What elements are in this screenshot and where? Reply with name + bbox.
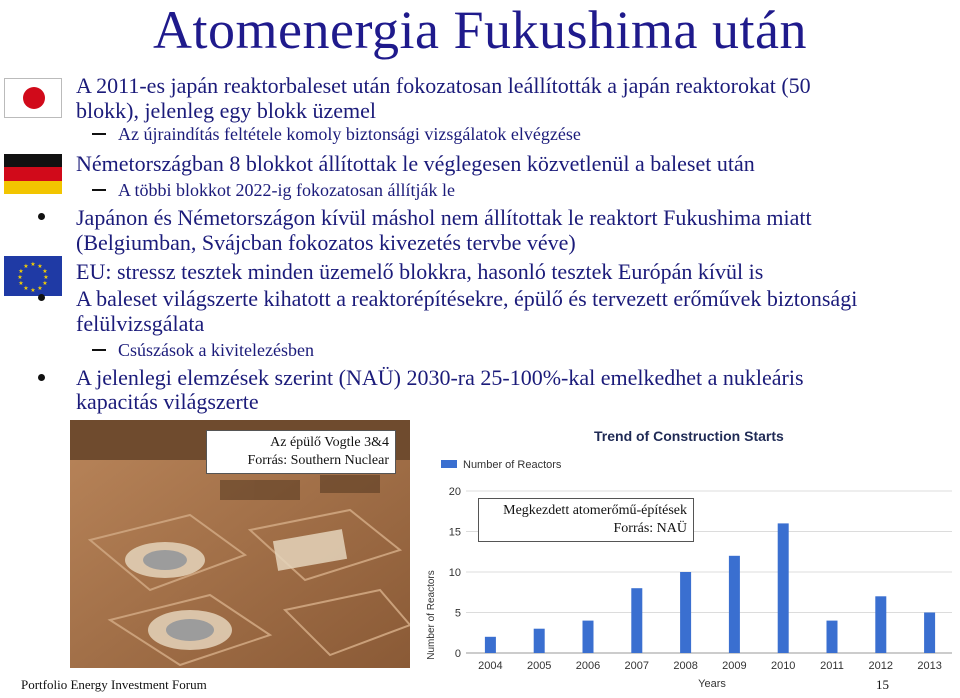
svg-text:★: ★ (23, 263, 29, 270)
x-tick-label: 2004 (478, 660, 503, 672)
svg-text:★: ★ (37, 263, 43, 270)
svg-text:★: ★ (18, 268, 24, 275)
body-line: blokk), jelenleg egy blokk üzemel (76, 98, 376, 123)
svg-text:★: ★ (30, 261, 36, 268)
body-line: A 2011-es japán reaktorbaleset után fokozatosan leállították a japán reaktorokat (50 (76, 73, 811, 98)
photo-caption (206, 430, 396, 474)
construction-site-photo (70, 420, 410, 668)
svg-text:★: ★ (43, 274, 49, 281)
bar-2009 (729, 556, 740, 653)
chart-caption-source: Forrás: NAÜ (613, 521, 687, 536)
svg-text:★: ★ (42, 280, 48, 287)
legend-label: Number of Reactors (463, 459, 562, 471)
bullet-dot (38, 374, 45, 381)
x-tick-label: 2012 (868, 660, 894, 672)
x-axis-label: Years (698, 678, 726, 690)
y-tick-label: 5 (454, 607, 461, 620)
x-tick-label: 2007 (624, 660, 650, 672)
x-tick-label: 2008 (673, 660, 698, 672)
japan-flag-icon (4, 78, 62, 118)
svg-text:★: ★ (42, 268, 48, 275)
bullet-dot (38, 213, 45, 220)
germany-flag-icon (4, 154, 62, 194)
body-line: (Belgiumban, Svájcban fokozatos kivezetés tervbe véve) (76, 230, 576, 255)
sub-line: Csúszások a kivitelezésben (118, 340, 314, 360)
body-line: Németországban 8 blokkot állítottak le véglegesen közvetlenül a baleset után (76, 151, 755, 176)
chart-title: Trend of Construction Starts (594, 428, 784, 444)
x-tick-label: 2005 (526, 660, 552, 672)
footer-text: Portfolio Energy Investment Forum (21, 677, 207, 692)
svg-text:★: ★ (17, 274, 23, 281)
svg-text:★: ★ (37, 285, 43, 292)
body-line: A jelenlegi elemzések szerint (NAÜ) 2030-ra 25-100%-kal emelkedhet a nukleáris (76, 365, 804, 390)
y-tick-label: 15 (448, 526, 461, 539)
sub-bullet-dash (92, 189, 106, 191)
chart-caption (478, 498, 694, 542)
bar-2010 (778, 523, 789, 653)
y-axis-label: Number of Reactors (426, 570, 437, 660)
x-tick-label: 2006 (575, 660, 601, 672)
construction-starts-chart (416, 420, 960, 693)
svg-text:★: ★ (23, 285, 29, 292)
y-tick-label: 10 (448, 567, 461, 579)
sub-bullet-dash (92, 133, 106, 135)
bar-2005 (534, 629, 545, 653)
chart-svg (416, 420, 960, 693)
bullet-dot (38, 294, 45, 301)
bar-2006 (583, 621, 594, 653)
x-tick-label: 2009 (722, 660, 747, 672)
body-line: A baleset világszerte kihatott a reaktorépítésekre, épülő és tervezett erőművek biztonsági (76, 286, 858, 311)
photo-caption-title: Az épülő Vogtle 3&4 (270, 435, 389, 450)
bar-2008 (680, 572, 691, 653)
photo-caption-source: Forrás: Southern Nuclear (247, 453, 389, 468)
bar-2012 (875, 596, 886, 653)
svg-text:★: ★ (30, 287, 36, 294)
sub-line: Az újraindítás feltétele komoly biztonsági vizsgálatok elvégzése (118, 124, 581, 144)
bar-2013 (924, 613, 935, 654)
body-line: Japánon és Németországon kívül máshol nem állítottak le reaktort Fukushima miatt (76, 205, 812, 230)
y-tick-label: 0 (454, 648, 461, 660)
x-tick-label: 2011 (820, 660, 844, 672)
slide-title: Atomenergia Fukushima után (153, 0, 807, 60)
y-tick-label: 20 (448, 486, 461, 498)
body-line: felülvizsgálata (76, 311, 205, 336)
eu-flag-icon (4, 256, 62, 296)
bar-2007 (631, 588, 642, 653)
svg-text:★: ★ (18, 280, 24, 287)
bar-2004 (485, 637, 496, 653)
page-number: 15 (876, 677, 889, 692)
bar-2011 (827, 621, 838, 653)
chart-caption-title: Megkezdett atomerőmű-építések (503, 503, 687, 518)
body-line: kapacitás világszerte (76, 389, 259, 414)
body-line: EU: stressz tesztek minden üzemelő blokkra, hasonló tesztek Európán kívül is (76, 259, 764, 284)
legend-swatch (441, 460, 457, 468)
x-tick-label: 2010 (770, 660, 796, 672)
sub-bullet-dash (92, 349, 106, 351)
sub-line: A többi blokkot 2022-ig fokozatosan állítják le (118, 180, 455, 200)
x-tick-label: 2013 (917, 660, 942, 672)
